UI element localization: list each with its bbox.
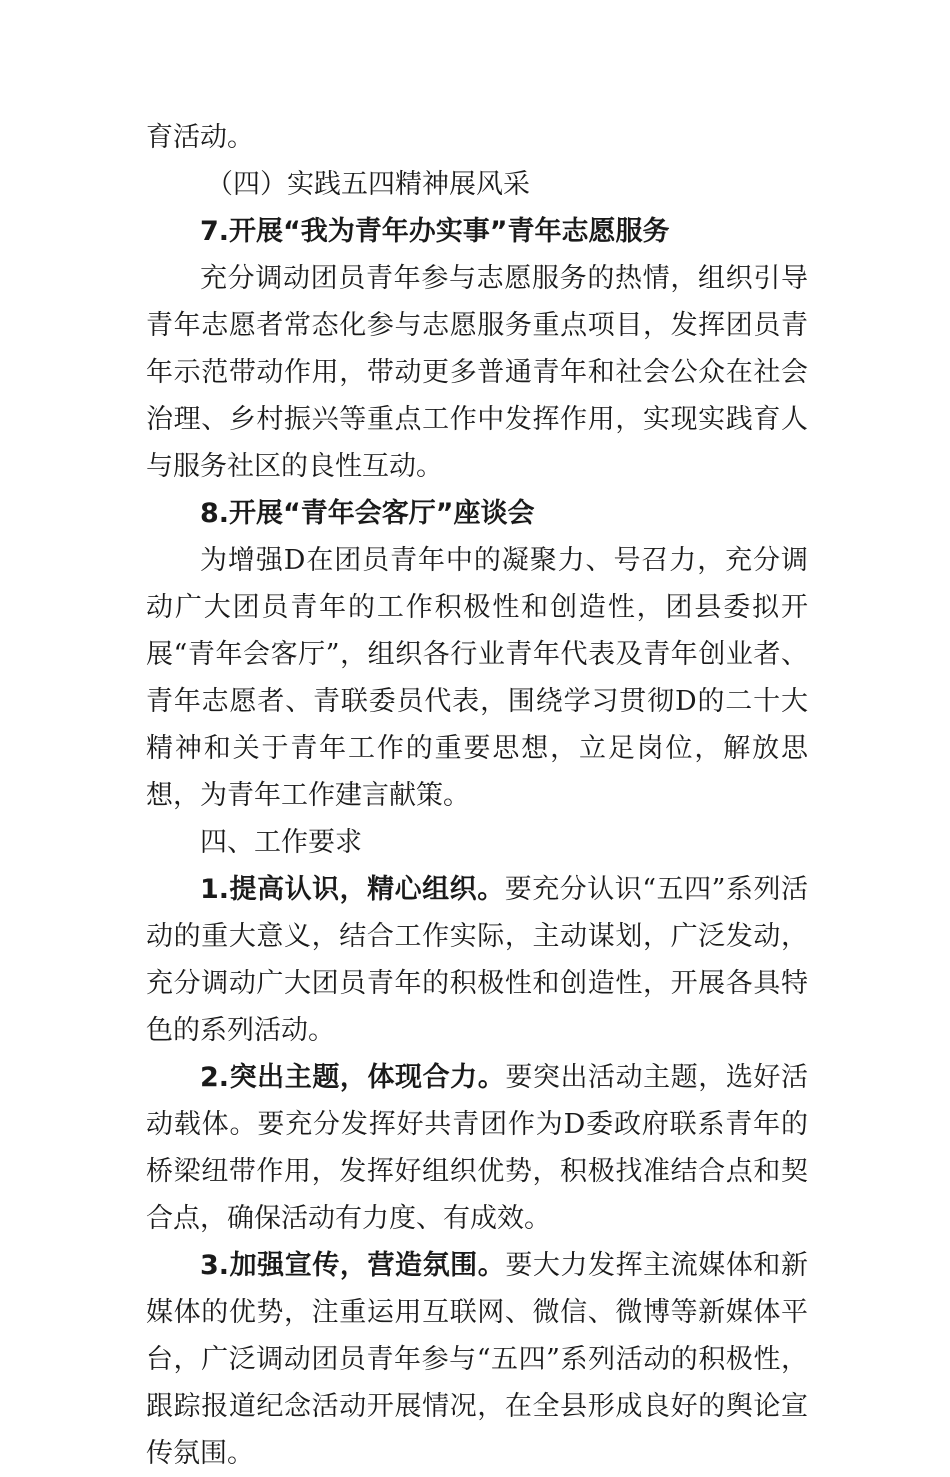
item-8-body: 为增强D在团员青年中的凝聚力、号召力，充分调动广大团员青年的工作积极性和创造性，团县委拟开展“青年会客厅”，组织各行业青年代表及青年创业者、青年志愿者、青联委员代表，围绕学习贯彻D的二十大精神和关于青年工作的重要思想，立足岗位，解放思想，为青年工作建言献策。 xyxy=(146,545,808,811)
requirement-3 xyxy=(146,1242,808,1477)
requirement-2-lead: 2.突出主题，体现合力。 xyxy=(200,1062,506,1093)
section-4-heading: 四、工作要求 xyxy=(200,827,362,858)
requirement-2 xyxy=(146,1054,808,1242)
subsection-heading-4: （四）实践五四精神展风采 xyxy=(206,169,530,200)
paragraph-continuation: 育活动。 xyxy=(146,122,254,153)
requirement-3-body: 要大力发挥主流媒体和新媒体的优势，注重运用互联网、微信、微博等新媒体平台，广泛调动团员青年参与“五四”系列活动的积极性，跟踪报道纪念活动开展情况，在全县形成良好的舆论宣传氛围。 xyxy=(146,1250,809,1469)
document-body xyxy=(146,114,808,1477)
item-7-heading: 7.开展“我为青年办实事”青年志愿服务 xyxy=(200,216,670,247)
item-7-body: 充分调动团员青年参与志愿服务的热情，组织引导青年志愿者常态化参与志愿服务重点项目，发挥团员青年示范带动作用，带动更多普通青年和社会公众在社会治理、乡村振兴等重点工作中发挥作用，实现实践育人与服务社区的良性互动。 xyxy=(146,263,808,482)
item-8-heading: 8.开展“青年会客厅”座谈会 xyxy=(200,498,535,529)
requirement-1-lead: 1.提高认识，精心组织。 xyxy=(200,874,505,905)
requirement-1 xyxy=(146,866,808,1054)
requirement-2-body: 要突出活动主题，选好活动载体。要充分发挥好共青团作为D委政府联系青年的桥梁纽带作用，发挥好组织优势，积极找准结合点和契合点，确保活动有力度、有成效。 xyxy=(146,1062,809,1234)
requirement-1-body: 要充分认识“五四”系列活动的重大意义，结合工作实际，主动谋划，广泛发动，充分调动广大团员青年的积极性和创造性，开展各具特色的系列活动。 xyxy=(146,874,808,1046)
requirement-3-lead: 3.加强宣传，营造氛围。 xyxy=(200,1250,506,1281)
